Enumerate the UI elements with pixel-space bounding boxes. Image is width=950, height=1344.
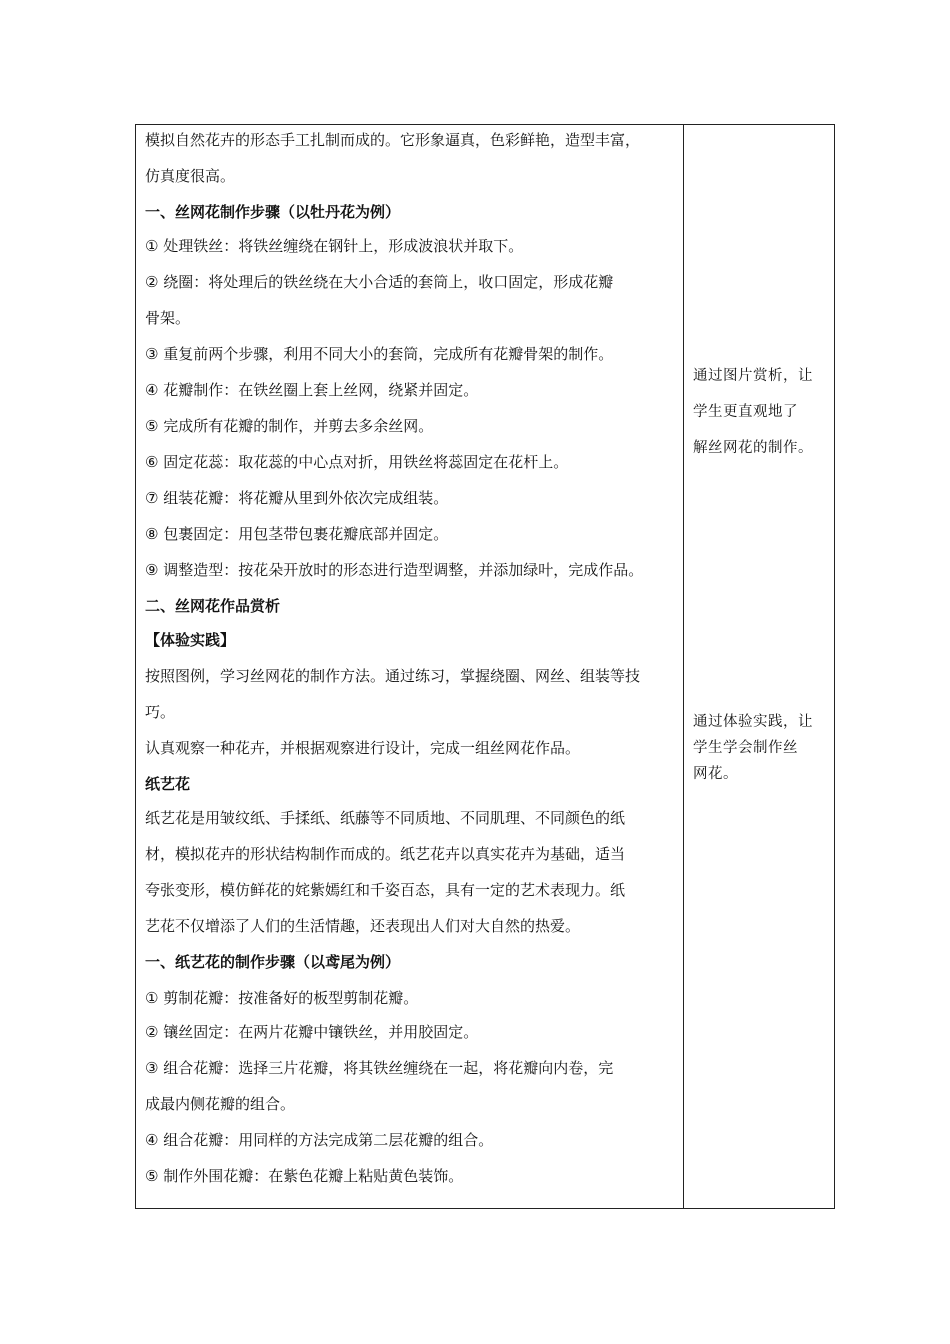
text-line: 夸张变形，模仿鲜花的姹紫嫣红和千姿百态，具有一定的艺术表现力。纸 — [145, 881, 626, 899]
table-row — [136, 125, 835, 1209]
text-line: ③ 组合花瓣：选择三片花瓣，将其铁丝缠绕在一起，将花瓣向内卷，完 — [145, 1059, 614, 1077]
text-line: ④ 组合花瓣：用同样的方法完成第二层花瓣的组合。 — [145, 1131, 494, 1149]
text-line: ④ 花瓣制作：在铁丝圈上套上丝网，绕紧并固定。 — [145, 381, 479, 399]
text-line: 材，模拟花卉的形状结构制作而成的。纸艺花卉以真实花卉为基础，适当 — [145, 845, 626, 863]
text-line: 骨架。 — [145, 309, 191, 327]
text-line: ② 绕圈：将处理后的铁丝绕在大小合适的套筒上，收口固定，形成花瓣 — [145, 273, 614, 291]
text-line: ⑨ 调整造型：按花朵开放时的形态进行造型调整，并添加绿叶，完成作品。 — [145, 561, 644, 579]
section-heading: 一、纸艺花的制作步骤（以鸢尾为例） — [145, 953, 401, 971]
teaching-content-cell — [136, 125, 684, 1209]
design-note-line: 网花。 — [693, 766, 738, 782]
text-line: 艺花不仅增添了人们的生活情趣，还表现出人们对大自然的热爱。 — [145, 917, 581, 935]
design-intent — [684, 125, 834, 1208]
text-line: 成最内侧花瓣的组合。 — [145, 1095, 296, 1113]
teaching-content — [136, 125, 683, 1208]
section-heading: 二、丝网花作品赏析 — [145, 597, 281, 615]
text-line: ② 镶丝固定：在两片花瓣中镶铁丝，并用胶固定。 — [145, 1023, 479, 1041]
text-line: 模拟自然花卉的形态手工扎制而成的。它形象逼真，色彩鲜艳，造型丰富， — [145, 131, 641, 149]
design-note-line: 通过体验实践，让 — [693, 714, 813, 730]
text-line: 纸艺花是用皱纹纸、手揉纸、纸藤等不同质地、不同肌理、不同颜色的纸 — [145, 809, 626, 827]
design-note-line: 学生更直观地了 — [693, 404, 798, 420]
text-line: ① 处理铁丝：将铁丝缠绕在钢针上，形成波浪状并取下。 — [145, 237, 524, 255]
lesson-plan-table — [135, 124, 835, 1209]
design-note-line: 解丝网花的制作。 — [693, 440, 813, 456]
text-line: ① 剪制花瓣：按准备好的板型剪制花瓣。 — [145, 989, 419, 1007]
text-line: ③ 重复前两个步骤，利用不同大小的套筒，完成所有花瓣骨架的制作。 — [145, 345, 614, 363]
section-heading: 纸艺花 — [145, 775, 191, 793]
text-line: ⑦ 组装花瓣：将花瓣从里到外依次完成组装。 — [145, 489, 449, 507]
design-intent-cell — [684, 125, 835, 1209]
text-line: ⑤ 制作外围花瓣：在紫色花瓣上粘贴黄色装饰。 — [145, 1167, 464, 1185]
section-heading: 【体验实践】 — [145, 631, 236, 649]
text-line: 仿真度很高。 — [145, 167, 236, 185]
design-note-line: 学生学会制作丝 — [693, 740, 798, 756]
text-line: ⑥ 固定花蕊：取花蕊的中心点对折，用铁丝将蕊固定在花杆上。 — [145, 453, 569, 471]
section-heading: 一、丝网花制作步骤（以牡丹花为例） — [145, 203, 401, 221]
text-line: ⑤ 完成所有花瓣的制作，并剪去多余丝网。 — [145, 417, 434, 435]
design-note-line: 通过图片赏析，让 — [693, 368, 813, 384]
text-line: ⑧ 包裹固定：用包茎带包裹花瓣底部并固定。 — [145, 525, 449, 543]
text-line: 认真观察一种花卉，并根据观察进行设计，完成一组丝网花作品。 — [145, 739, 581, 757]
text-line: 巧。 — [145, 703, 176, 721]
text-line: 按照图例，学习丝网花的制作方法。通过练习，掌握绕圈、网丝、组装等技 — [145, 667, 641, 685]
